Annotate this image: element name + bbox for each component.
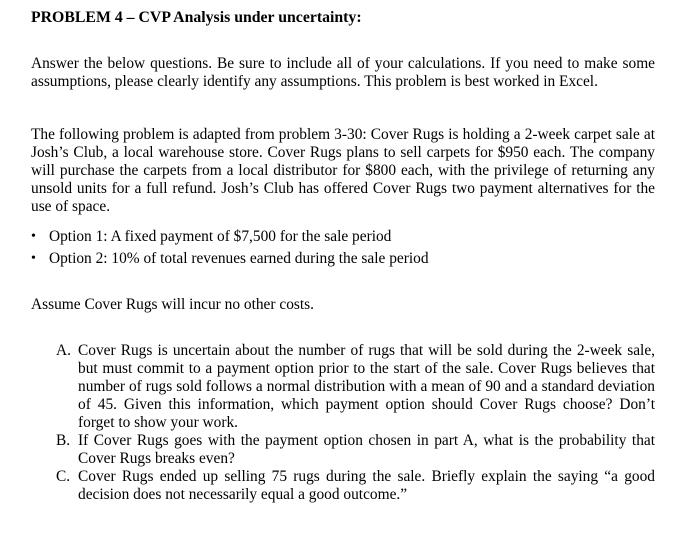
assumption-paragraph: Assume Cover Rugs will incur no other costs. bbox=[31, 296, 314, 313]
question-b bbox=[56, 432, 655, 468]
question-text: Cover Rugs ended up selling 75 rugs during the sale. Briefly explain the saying “a good decision does not necessarily equal a good outcome.” bbox=[78, 468, 655, 503]
question-letter: B. bbox=[56, 432, 71, 449]
problem-description-paragraph: The following problem is adapted from problem 3-30: Cover Rugs is holding a 2-week carpet sale at Josh’s Club, a local warehouse store. Cover Rugs plans to sell carpets for $950 each. The company will purchase the carpets from a local distributor for $800 each, with the privilege of returning any unsold units for a full refund. Josh’s Club has offered Cover Rugs two payment alternatives for the use of space. bbox=[31, 126, 655, 215]
bullet-icon: • bbox=[31, 251, 36, 266]
bullet-icon: • bbox=[31, 229, 36, 244]
list-item bbox=[31, 249, 429, 271]
payment-options-list bbox=[31, 227, 429, 271]
question-c bbox=[56, 468, 655, 504]
question-letter: C. bbox=[56, 468, 71, 485]
option-2-text: Option 2: 10% of total revenues earned during the sale period bbox=[49, 250, 429, 267]
option-1-text: Option 1: A fixed payment of $7,500 for the sale period bbox=[49, 228, 392, 245]
question-a bbox=[56, 342, 655, 432]
instructions-paragraph: Answer the below questions. Be sure to include all of your calculations. If you need to make some assumptions, please clearly identify any assumptions. This problem is best worked in Excel. bbox=[31, 55, 655, 90]
question-text: Cover Rugs is uncertain about the number of rugs that will be sold during the 2-week sale, but must commit to a payment option prior to the start of the sale. Cover Rugs believes that number of rugs sold follows a normal distribution with a mean of 90 and a standard deviation of 45. Given this information, which payment option should Cover Rugs choose? Don’t forget to show your work. bbox=[78, 342, 655, 431]
problem-title: PROBLEM 4 – CVP Analysis under uncertainty: bbox=[31, 9, 362, 26]
questions-list bbox=[56, 342, 655, 504]
question-letter: A. bbox=[56, 342, 71, 359]
list-item bbox=[31, 227, 429, 249]
question-text: If Cover Rugs goes with the payment option chosen in part A, what is the probability that Cover Rugs breaks even? bbox=[78, 432, 655, 467]
